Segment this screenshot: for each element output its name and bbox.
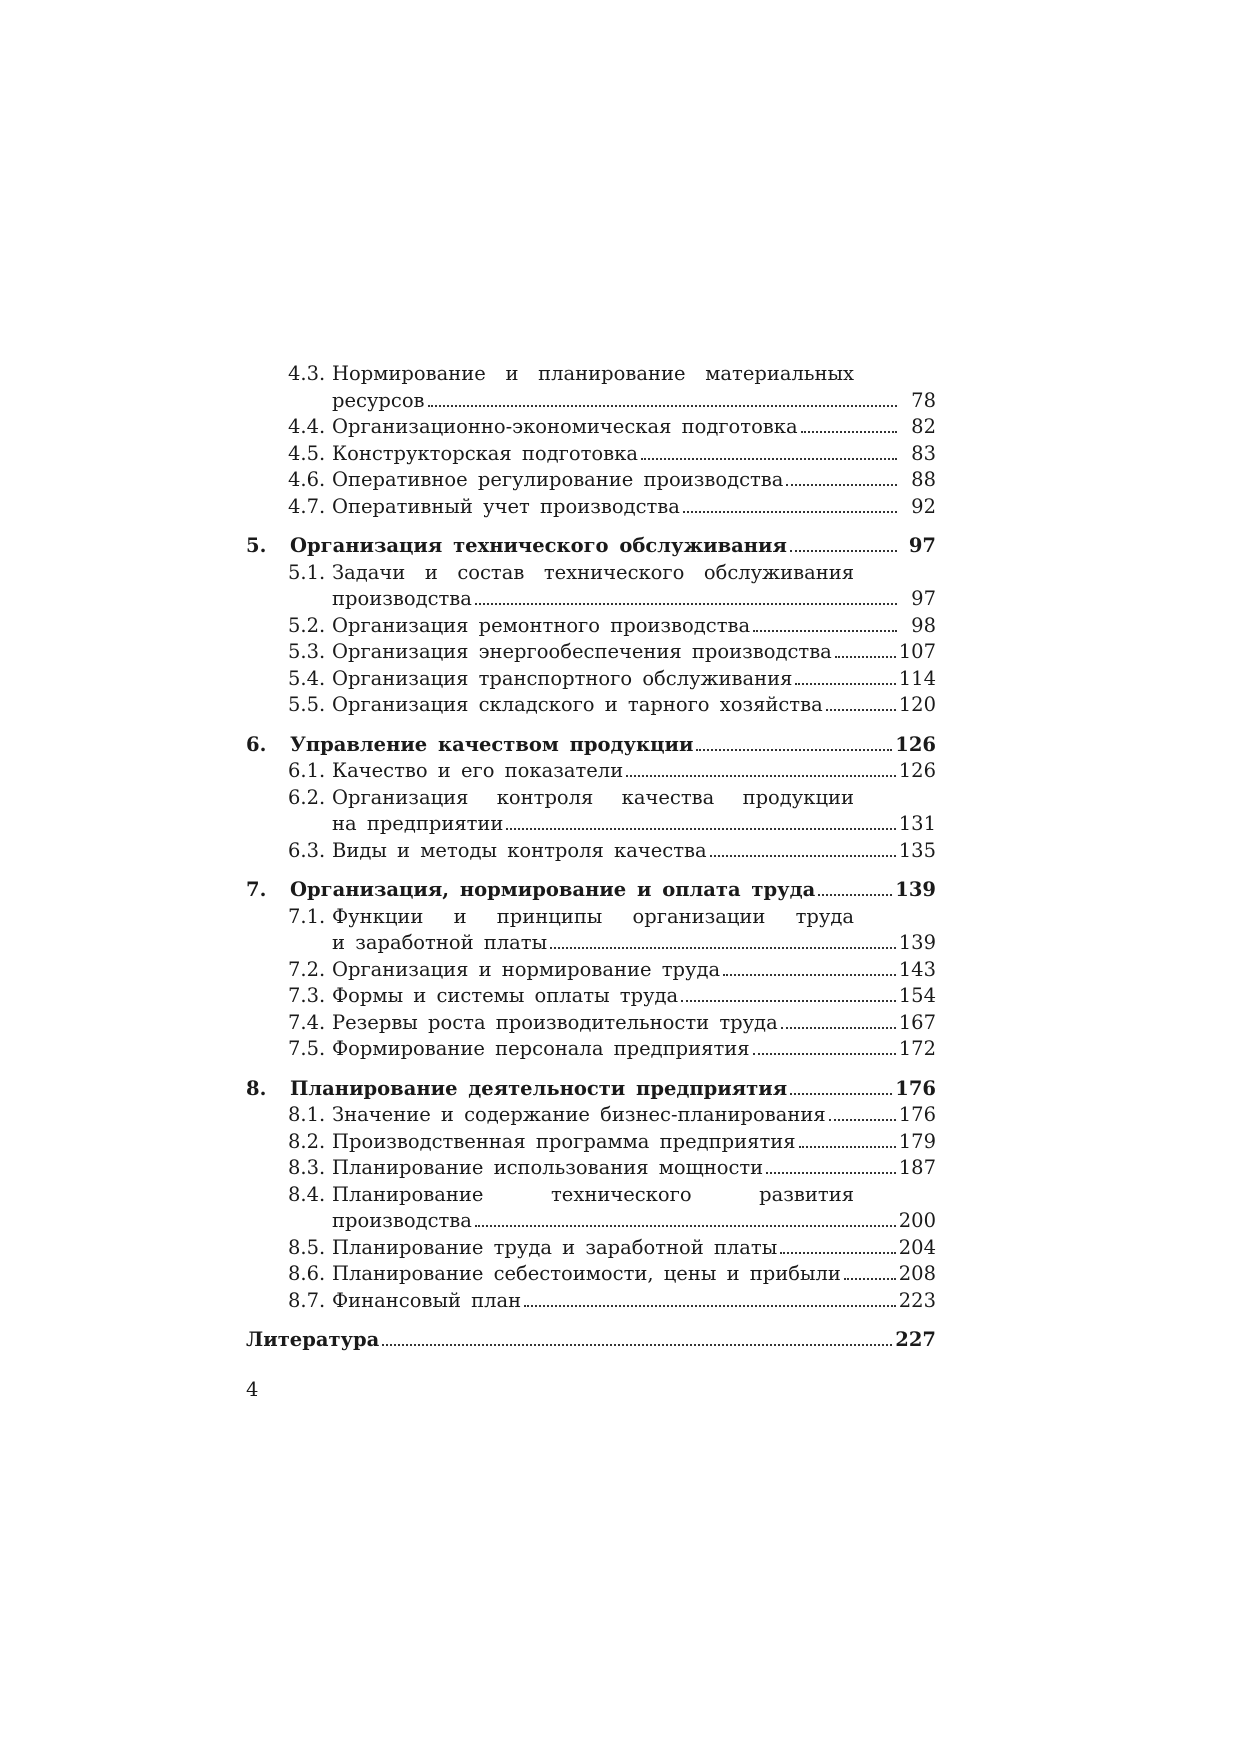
toc-entry <box>246 692 936 719</box>
entry-title: Производственная программа предприятия <box>332 1129 796 1153</box>
entry-title: Оперативное регулирование производства <box>332 468 784 491</box>
literature-entry <box>246 1327 936 1354</box>
entry-body <box>332 639 936 666</box>
entry-body <box>246 1327 936 1354</box>
entry-number: 8.7. <box>288 1288 326 1312</box>
toc-section <box>246 533 936 719</box>
toc-entry-continuation <box>246 586 936 613</box>
entry-number: 8.5. <box>288 1235 326 1259</box>
entry-number: 4.6. <box>288 468 326 491</box>
entry-title: Задачи и состав технического обслуживания <box>332 560 854 584</box>
entry-body <box>332 441 936 468</box>
toc-entry <box>246 1182 936 1209</box>
toc-entry <box>246 361 936 388</box>
entry-number: 5.2. <box>288 613 326 637</box>
entry-body <box>332 758 936 785</box>
entry-body <box>332 1261 936 1288</box>
entry-page: 120 <box>898 693 936 716</box>
entry-body <box>332 1010 936 1037</box>
entry-body <box>332 1102 936 1129</box>
toc-entry <box>246 494 936 521</box>
entry-page: 187 <box>898 1156 936 1179</box>
toc-entry <box>246 785 936 812</box>
entry-page: 176 <box>898 1103 936 1126</box>
entry-page: 223 <box>898 1288 936 1312</box>
entry-body <box>332 666 936 693</box>
toc-entry <box>246 467 936 494</box>
dot-leader <box>723 974 896 976</box>
toc-entry <box>246 1102 936 1129</box>
entry-title: Организация контроля качества продукции <box>332 785 854 809</box>
toc-entry <box>246 441 936 468</box>
entry-title: Управление качеством продукции <box>290 732 694 756</box>
entry-number: 4.4. <box>288 415 326 438</box>
dot-leader <box>826 709 896 711</box>
toc-entry <box>246 639 936 666</box>
entry-page: 97 <box>908 534 936 557</box>
dot-leader <box>790 550 897 552</box>
dot-leader <box>710 855 896 857</box>
entry-number: 6.1. <box>288 759 326 782</box>
entry-number: 6.2. <box>288 785 326 809</box>
dot-leader <box>506 828 895 830</box>
dot-leader <box>786 484 897 486</box>
entry-page: 126 <box>895 732 936 756</box>
entry-body <box>332 1235 936 1262</box>
entry-body <box>290 877 936 904</box>
entry-page: 139 <box>898 931 936 954</box>
dot-leader <box>696 749 892 751</box>
entry-title: и заработной платы <box>332 931 548 954</box>
entry-title: Организация и нормирование труда <box>332 957 721 981</box>
dot-leader <box>626 775 896 777</box>
dot-leader <box>829 1119 896 1121</box>
entry-page: 97 <box>911 587 936 610</box>
entry-number: 7.1. <box>288 904 326 928</box>
toc-entry <box>246 1235 936 1262</box>
entry-title: Организация складского и тарного хозяйства <box>332 693 823 716</box>
entry-body <box>332 838 936 865</box>
entry-body <box>332 1129 936 1156</box>
dot-leader <box>780 1252 896 1254</box>
entry-page: 98 <box>911 613 936 637</box>
toc-entry <box>246 957 936 984</box>
entry-body <box>332 983 936 1010</box>
dot-leader <box>781 1027 896 1029</box>
entry-title: Организация ремонтного производства <box>332 613 751 637</box>
dot-leader <box>766 1172 896 1174</box>
entry-page: 204 <box>898 1235 936 1259</box>
entry-number: 7.4. <box>288 1010 326 1034</box>
dot-leader <box>681 1000 896 1002</box>
entry-title: Нормирование и планирование материальных <box>332 362 854 385</box>
toc-entry <box>246 414 936 441</box>
entry-title: Организация, нормирование и оплата труда <box>290 878 816 901</box>
dot-leader <box>428 405 897 407</box>
entry-page: 78 <box>911 388 936 412</box>
entry-number: 4.5. <box>288 441 326 465</box>
toc-entry <box>246 666 936 693</box>
entry-body <box>290 533 936 560</box>
entry-number: 7.2. <box>288 957 326 981</box>
toc-entry <box>246 613 936 640</box>
entry-number: 5.5. <box>288 693 326 716</box>
entry-number: 8.6. <box>288 1262 326 1285</box>
entry-body <box>332 930 936 957</box>
entry-body <box>332 586 936 613</box>
entry-title: Литература <box>246 1328 380 1351</box>
entry-number: 8.1. <box>288 1103 326 1126</box>
table-of-contents <box>246 361 936 1354</box>
chapter-heading <box>246 1076 936 1103</box>
entry-page: 114 <box>898 666 936 690</box>
entry-title: Планирование технического развития <box>332 1182 854 1206</box>
dot-leader <box>550 947 896 949</box>
toc-section <box>246 1076 936 1315</box>
entry-title: Формы и системы оплаты труда <box>332 984 679 1007</box>
entry-body <box>332 1288 936 1315</box>
entry-title: Формирование персонала предприятия <box>332 1037 750 1060</box>
entry-number: 7.5. <box>288 1037 326 1060</box>
dot-leader <box>799 1146 896 1148</box>
entry-number: 7. <box>246 878 267 901</box>
entry-page: 227 <box>895 1328 936 1351</box>
entry-body <box>290 1076 936 1103</box>
entry-page: 143 <box>898 957 936 981</box>
entry-title: Конструкторская подготовка <box>332 441 638 465</box>
entry-page: 92 <box>911 494 936 518</box>
toc-entry <box>246 1010 936 1037</box>
entry-title: Виды и методы контроля качества <box>332 838 707 862</box>
entry-page: 176 <box>895 1076 936 1100</box>
entry-body <box>332 811 936 838</box>
entry-page: 131 <box>898 812 936 835</box>
entry-number: 4.3. <box>288 362 326 385</box>
entry-body <box>332 414 936 441</box>
entry-body <box>332 1155 936 1182</box>
dot-leader <box>641 458 897 460</box>
toc-entry <box>246 1288 936 1315</box>
entry-title: Планирование использования мощности <box>332 1156 764 1179</box>
chapter-heading <box>246 533 936 560</box>
entry-title: Значение и содержание бизнес-планирования <box>332 1103 826 1126</box>
entry-body <box>332 692 936 719</box>
entry-number: 5.3. <box>288 640 326 663</box>
entry-title: Качество и его показатели <box>332 759 624 782</box>
entry-page: 200 <box>898 1209 936 1232</box>
entry-number: 8. <box>246 1076 267 1100</box>
dot-leader <box>835 656 896 658</box>
entry-body <box>332 613 936 640</box>
dot-leader <box>753 1053 896 1055</box>
entry-page: 154 <box>898 984 936 1007</box>
entry-title: Функции и принципы организации труда <box>332 904 854 928</box>
entry-number: 5. <box>246 534 267 557</box>
toc-entry <box>246 838 936 865</box>
toc-entry <box>246 1261 936 1288</box>
entry-title: Организация энергообеспечения производства <box>332 640 832 663</box>
entry-page: 126 <box>898 759 936 782</box>
entry-body <box>332 467 936 494</box>
entry-page: 208 <box>898 1262 936 1285</box>
entry-page: 83 <box>911 441 936 465</box>
toc-section <box>246 361 936 520</box>
entry-title: Планирование труда и заработной платы <box>332 1235 778 1259</box>
toc-section <box>246 877 936 1063</box>
dot-leader <box>475 1225 896 1227</box>
toc-entry <box>246 560 936 587</box>
entry-page: 135 <box>898 838 936 862</box>
entry-body <box>332 1208 936 1235</box>
entry-number: 4.7. <box>288 494 326 518</box>
entry-page: 88 <box>911 468 936 491</box>
entry-page: 107 <box>898 640 936 663</box>
entry-body <box>332 957 936 984</box>
entry-page: 167 <box>898 1010 936 1034</box>
dot-leader <box>790 1093 892 1095</box>
entry-body <box>332 388 936 415</box>
entry-number: 5.1. <box>288 560 326 584</box>
dot-leader <box>801 431 897 433</box>
entry-body <box>290 732 936 759</box>
toc-entry <box>246 1155 936 1182</box>
entry-page: 139 <box>895 878 936 901</box>
toc-entry-continuation <box>246 811 936 838</box>
entry-page: 172 <box>898 1037 936 1060</box>
toc-section <box>246 732 936 865</box>
dot-leader <box>844 1278 896 1280</box>
entry-number: 6. <box>246 732 267 756</box>
toc-entry <box>246 758 936 785</box>
dot-leader <box>795 683 895 685</box>
toc-entry <box>246 1036 936 1063</box>
entry-page: 179 <box>898 1129 936 1153</box>
entry-number: 7.3. <box>288 984 326 1007</box>
chapter-heading <box>246 732 936 759</box>
entry-number: 8.4. <box>288 1182 326 1206</box>
entry-title: на предприятии <box>332 812 504 835</box>
dot-leader <box>475 603 897 605</box>
dot-leader <box>818 894 892 896</box>
entry-title: ресурсов <box>332 388 425 412</box>
entry-title: Планирование деятельности предприятия <box>290 1076 788 1100</box>
entry-number: 8.3. <box>288 1156 326 1179</box>
entry-body <box>332 1036 936 1063</box>
entry-number: 5.4. <box>288 666 326 690</box>
entry-title: Финансовый план <box>332 1288 522 1312</box>
entry-title: Организационно-экономическая подготовка <box>332 415 798 438</box>
entry-number: 6.3. <box>288 838 326 862</box>
toc-entry <box>246 983 936 1010</box>
entry-number: 8.2. <box>288 1129 326 1153</box>
dot-leader <box>382 1344 892 1346</box>
dot-leader <box>753 630 897 632</box>
entry-title: Резервы роста производительности труда <box>332 1010 778 1034</box>
toc-entry-continuation <box>246 930 936 957</box>
dot-leader <box>524 1305 896 1307</box>
entry-title: производства <box>332 1209 472 1232</box>
entry-body <box>332 494 936 521</box>
entry-page: 82 <box>911 415 936 438</box>
toc-entry <box>246 904 936 931</box>
toc-entry-continuation <box>246 388 936 415</box>
entry-title: Оперативный учет производства <box>332 494 680 518</box>
toc-entry <box>246 1129 936 1156</box>
entry-title: Планирование себестоимости, цены и прибыли <box>332 1262 841 1285</box>
toc-entry-continuation <box>246 1208 936 1235</box>
dot-leader <box>683 511 897 513</box>
page-number: 4 <box>246 1378 259 1401</box>
entry-title: производства <box>332 587 472 610</box>
entry-title: Организация транспортного обслуживания <box>332 666 793 690</box>
chapter-heading <box>246 877 936 904</box>
entry-title: Организация технического обслуживания <box>290 534 787 557</box>
